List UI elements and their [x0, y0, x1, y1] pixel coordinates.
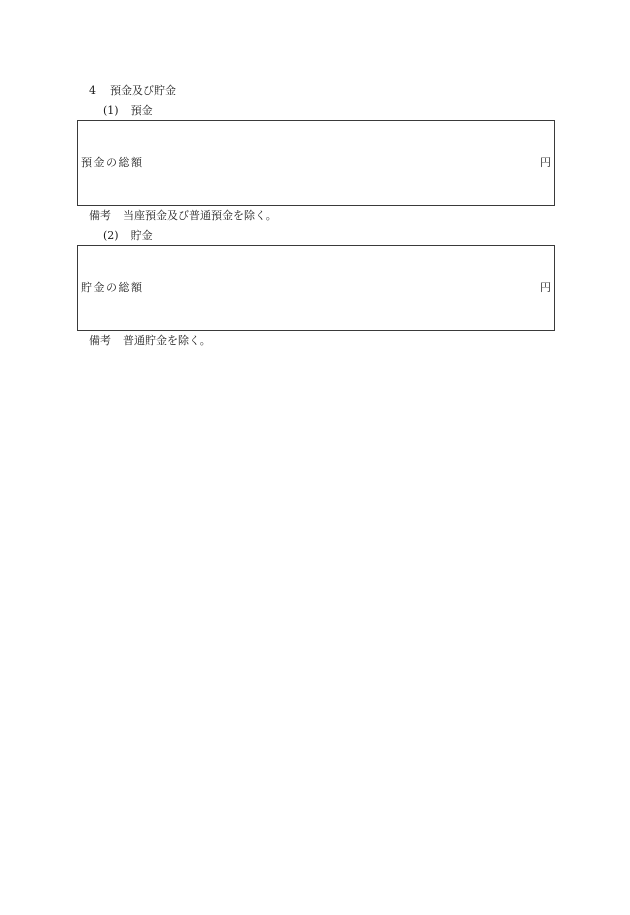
deposits-note-text: 当座預金及び普通預金を除く。	[123, 209, 277, 222]
deposits-number: (1)	[103, 104, 119, 117]
section-title: 預金及び貯金	[110, 84, 176, 97]
savings-note-text: 普通貯金を除く。	[123, 334, 211, 347]
savings-title: 貯金	[130, 229, 153, 242]
savings-subheading	[103, 229, 153, 243]
deposits-note	[89, 209, 277, 223]
section-number: 4	[89, 84, 96, 97]
savings-number: (2)	[103, 229, 119, 242]
deposits-unit: 円	[540, 156, 551, 169]
deposits-title: 預金	[130, 104, 153, 117]
deposits-subheading	[103, 104, 153, 118]
savings-total-label: 貯金の総額	[81, 281, 144, 294]
savings-note	[89, 334, 211, 348]
savings-note-label: 備考	[89, 334, 111, 347]
savings-total-field[interactable]	[77, 245, 555, 331]
deposits-total-field[interactable]	[77, 120, 555, 206]
deposits-total-label: 預金の総額	[81, 156, 144, 169]
section-heading	[89, 84, 176, 98]
savings-unit: 円	[540, 281, 551, 294]
deposits-note-label: 備考	[89, 209, 111, 222]
